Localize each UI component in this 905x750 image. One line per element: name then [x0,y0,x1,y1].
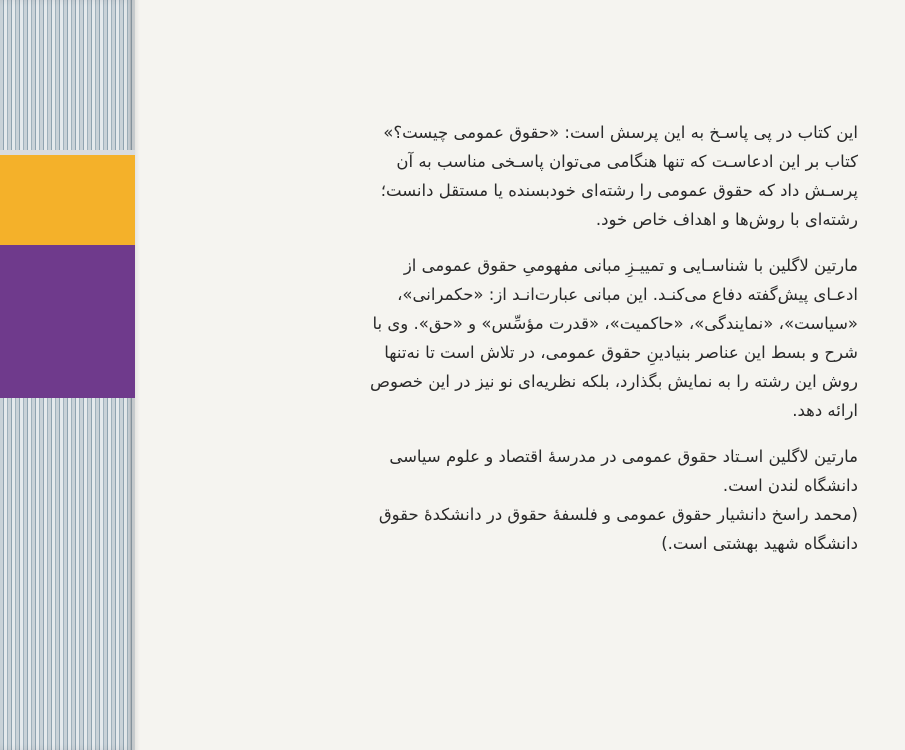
text-line: مارتین لاگلین با شناسـایی و تمییـزِ مبانی مفهومیِ حقوق عمومی از [403,256,858,275]
text-line: کتاب بر این ادعاسـت که تنها هنگامی می‌توان پاسـخی مناسب به آن [396,152,858,171]
back-cover-page [140,0,905,750]
text-line: ارائه دهد. [792,401,858,420]
text-line: این کتاب در پی پاسـخ به این پرسش است: «حقوق عمومی چیست؟» [383,123,858,142]
paragraph-author [210,442,858,558]
text-line: مارتین لاگلین اسـتاد حقوق عمومی در مدرسهٔ اقتصاد و علوم سیاسی [389,447,858,466]
text-line: دانشگاه شهید بهشتی است.) [661,534,858,553]
spine-band-yellow [0,155,135,245]
paragraph-intro [210,118,858,234]
text-line: (محمد راسخ دانشیار حقوق عمومی و فلسفهٔ حقوق در دانشکدهٔ حقوق [378,505,858,524]
text-line: شرح و بسط این عناصر بنیادینِ حقوق عمومی، در تلاش است تا نه‌تنها [384,343,858,362]
text-line: «سیاست»، «نمایندگی»، «حاکمیت»، «قدرت مؤسِّس» و «حق». وی با [372,314,858,333]
text-line: روش این رشته را به نمایش بگذارد، بلکه نظریه‌ای نو نیز در این خصوص [370,372,858,391]
spine-band-purple [0,245,135,398]
text-line: پرسـش داد که حقوق عمومی را رشته‌ای خودبسنده یا مستقل دانست؛ [380,181,858,200]
paragraph-foundations [210,251,858,425]
text-line: رشته‌ای با روش‌ها و اهداف خاص خود. [595,210,858,229]
back-cover-text [210,118,858,575]
text-line: دانشگاه لندن است. [722,476,858,495]
text-line: ادعـای پیش‌گفته دفاع می‌کنـد. این مبانی عبارت‌انـد از: «حکمرانی»، [397,285,858,304]
